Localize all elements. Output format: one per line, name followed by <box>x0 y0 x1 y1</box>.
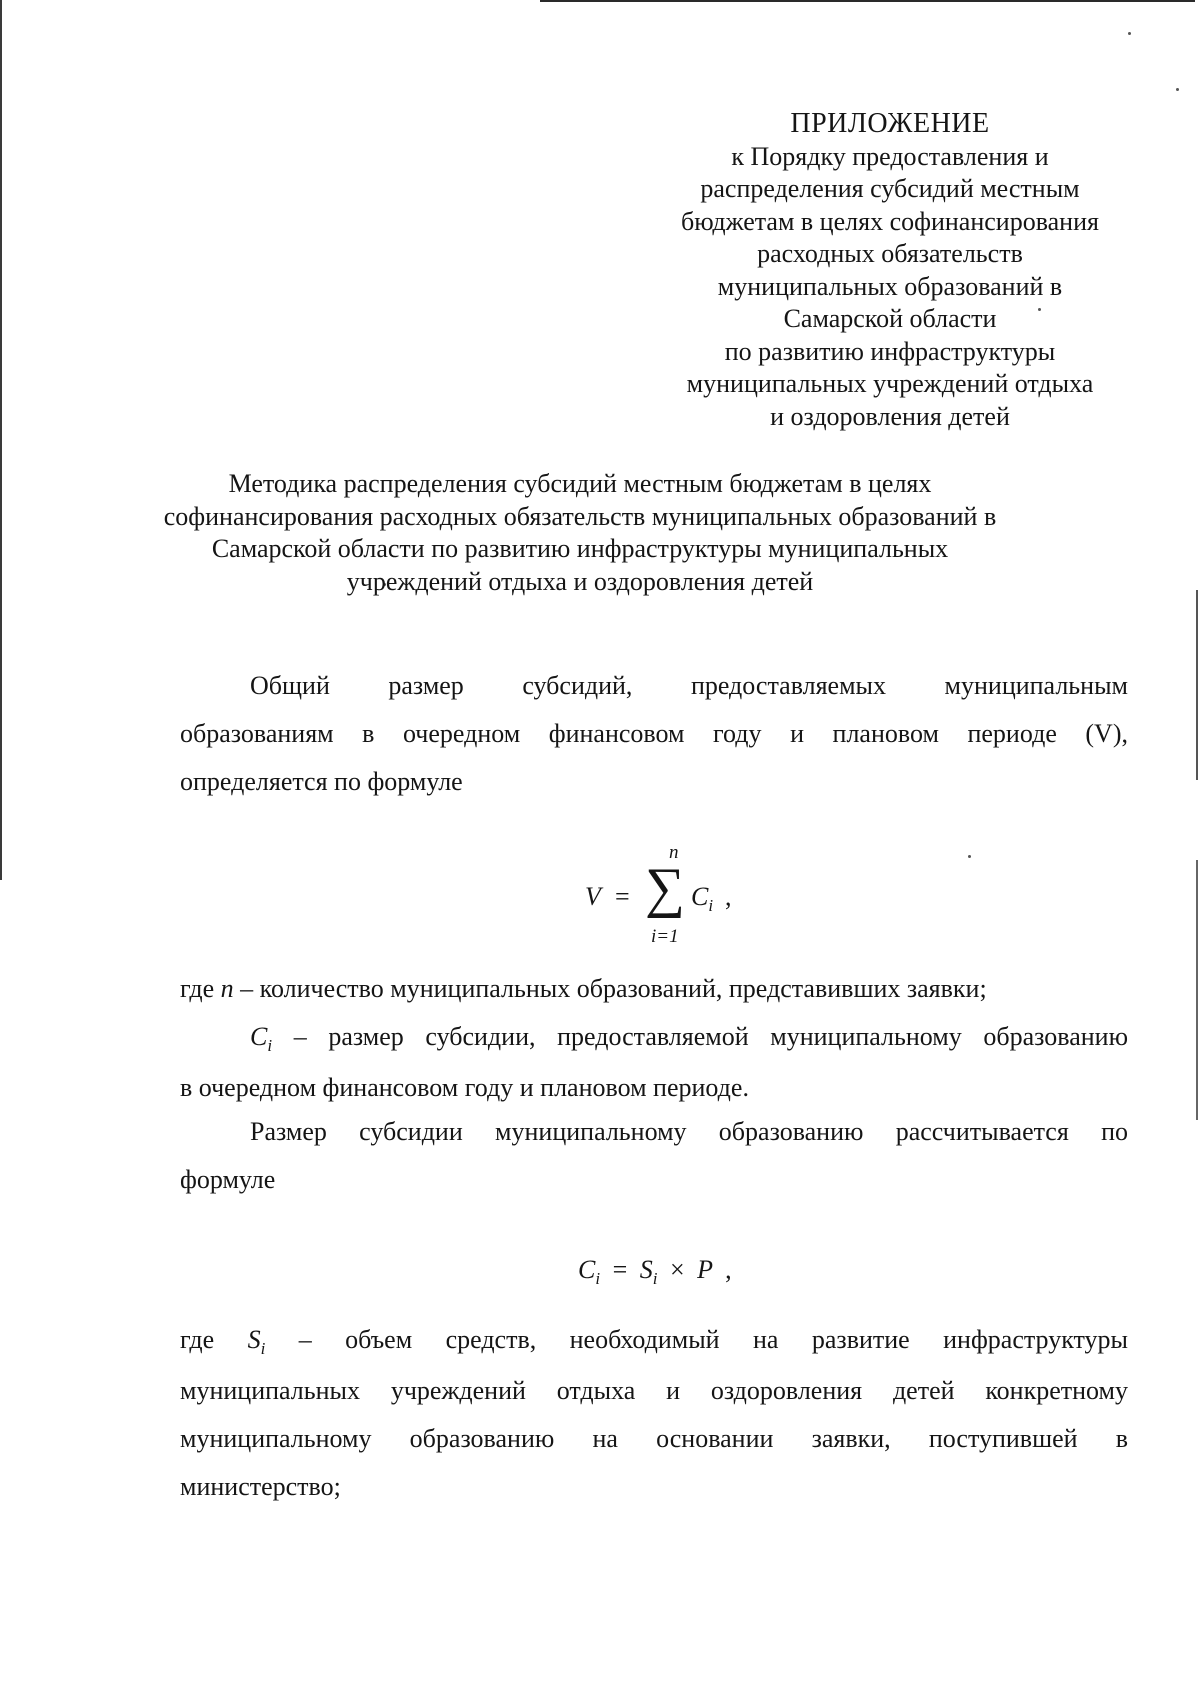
method-title <box>150 468 1010 598</box>
sum-upper-limit: n <box>669 842 679 863</box>
definition-ci <box>180 1013 1128 1112</box>
appendix-line: по развитию инфраструктуры <box>724 336 1056 366</box>
scan-speck <box>1176 88 1179 91</box>
scan-edge-left <box>0 0 2 880</box>
formula-comma: , <box>725 882 732 911</box>
scan-speck <box>1128 32 1131 35</box>
paragraph-subsidy-size <box>180 1108 1128 1204</box>
definition-line: где n – количество муниципальных образований, представивших заявки; <box>180 974 987 1003</box>
scan-edge-top <box>540 0 1195 2</box>
appendix-line: и оздоровления детей <box>770 401 1010 431</box>
scan-speck <box>968 855 971 858</box>
method-title-line: Самарской области по развитию инфраструктуры муниципальных <box>211 534 949 563</box>
method-title-line: софинансирования расходных обязательств муниципальных образований в <box>163 501 997 531</box>
paragraph-line: Размер субсидии муниципальному образованию рассчитывается по <box>250 1117 1128 1146</box>
formula-p: P <box>697 1255 713 1284</box>
method-title-line: Методика распределения субсидий местным бюджетам в целях <box>228 469 932 498</box>
appendix-header <box>660 108 1120 433</box>
formula-subsidy <box>578 1255 732 1288</box>
appendix-line: бюджетам в целях софинансирования <box>681 206 1099 236</box>
formula-lhs: $C_i$ <box>578 1255 601 1288</box>
appendix-line: к Порядку предоставления и <box>731 141 1049 171</box>
appendix-line: распределения субсидий местным <box>700 174 1080 203</box>
paragraph-line: формуле <box>180 1165 276 1194</box>
paragraph-line: образованиям в очередном финансовом году и плановом периоде (V), <box>180 719 1128 748</box>
appendix-title: ПРИЛОЖЕНИЕ <box>790 108 990 139</box>
paragraph-line: Общий размер субсидий, предоставляемых муниципальным <box>250 671 1128 700</box>
formula-comma: , <box>725 1255 732 1284</box>
formula-lhs: V <box>585 882 601 911</box>
paragraph-line: определяется по формуле <box>180 767 463 796</box>
formula-term: $C_i$ <box>691 882 714 915</box>
formula-total-sum <box>585 842 732 952</box>
definition-line: в очередном финансовом году и плановом периоде. <box>180 1073 749 1102</box>
definition-si <box>180 1316 1128 1511</box>
sum-lower-limit: i=1 <box>651 926 679 947</box>
appendix-line: муниципальных образований в <box>717 271 1063 301</box>
formula-times: × <box>669 1255 685 1284</box>
summation-sign: ∑ <box>645 857 685 919</box>
method-title-line: учреждений отдыха и оздоровления детей <box>346 566 814 596</box>
definition-line: $C_i$ – размер субсидии, предоставляемой муниципальному образованию <box>250 1022 1128 1055</box>
definition-n <box>180 965 1128 1013</box>
formula-s: $S_i$ <box>639 1255 658 1288</box>
appendix-line: расходных обязательств <box>757 239 1023 268</box>
definition-line: министерство; <box>180 1472 341 1501</box>
paragraph-total-subsidy <box>180 662 1128 806</box>
definition-line: муниципальных учреждений отдыха и оздоровления детей конкретному <box>180 1376 1128 1405</box>
scan-edge-right-lower <box>1196 860 1198 1120</box>
appendix-line: муниципальных учреждений отдыха <box>686 369 1094 398</box>
formula-equals: = <box>612 1255 628 1284</box>
definition-line: муниципальному образованию на основании заявки, поступившей в <box>180 1424 1128 1453</box>
scan-edge-right <box>1196 590 1198 780</box>
appendix-line: Самарской области <box>783 304 997 333</box>
formula-equals: = <box>615 882 630 911</box>
definition-line: где $S_i$ – объем средств, необходимый на развитие инфраструктуры <box>180 1325 1128 1358</box>
